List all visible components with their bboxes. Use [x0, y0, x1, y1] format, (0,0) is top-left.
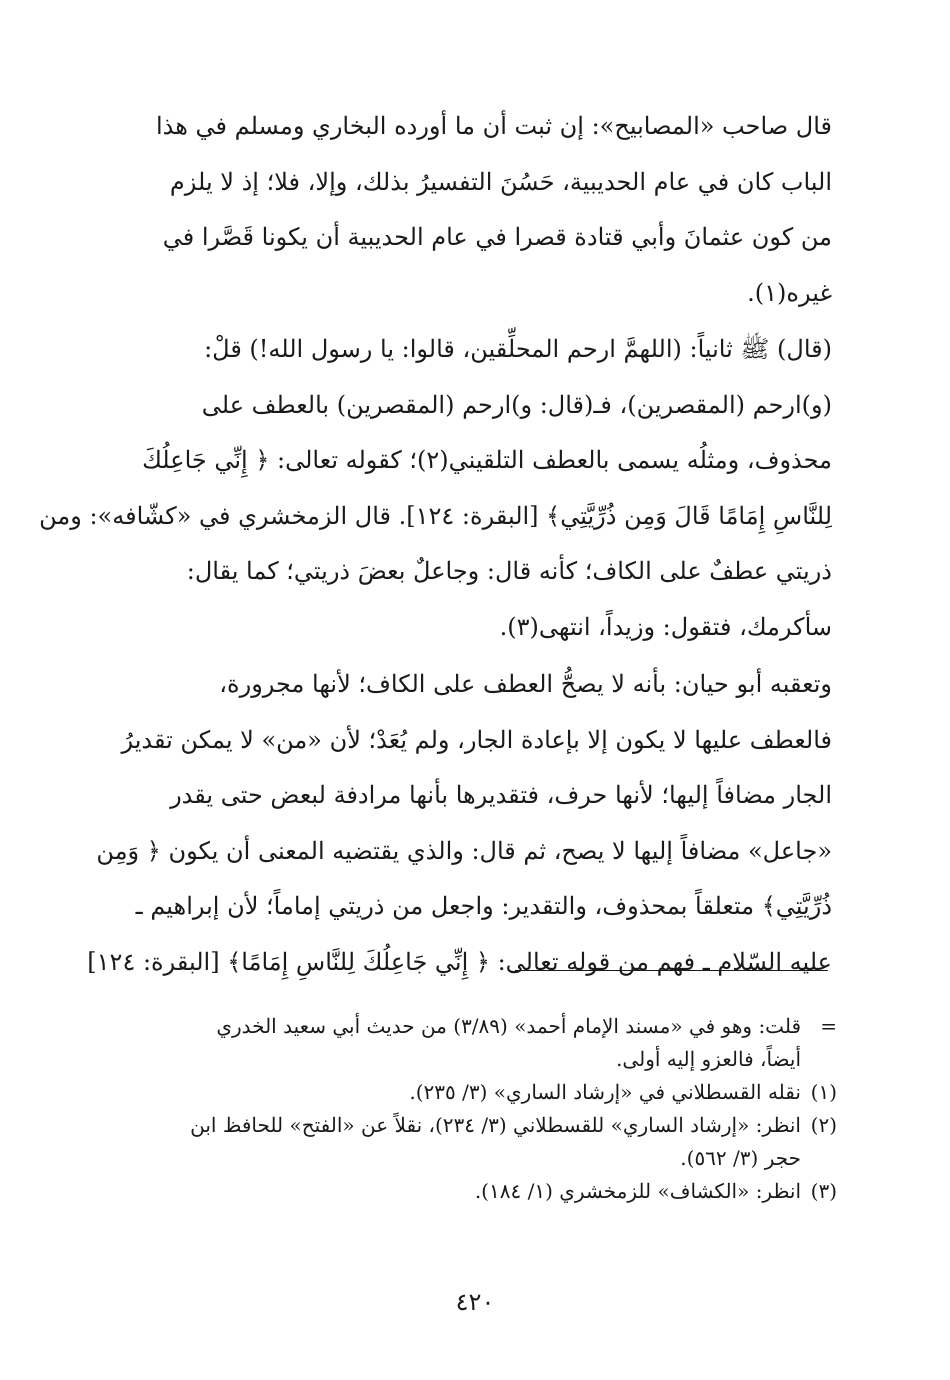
- footnote-line: انظر: «الكشاف» للزمخشري (١/ ١٨٤).: [474, 1179, 801, 1203]
- text-line: عليه السّلام ـ فهم من قوله تعالى: ﴿ إِنِّي جَاعِلُكَ لِلنَّاسِ إِمَامًا﴾ [البقرة: ١٢٤]: [87, 947, 832, 976]
- text-line: (قال) ﷺ ثانياً: (اللهمَّ ارحم المحلِّقين، قالوا: يا رسول الله!) قلْ:: [204, 335, 832, 363]
- page-number: ٤٢٠: [455, 1288, 495, 1316]
- footnote-line: قلت: وهو في «مسند الإمام أحمد» (٣/٨٩) من حديث أبي سعيد الخدري: [216, 1014, 801, 1038]
- text-line: ذُرِّيَّتِي﴾ متعلقاً بمحذوف، والتقدير: واجعل من ذريتي إماماً؛ لأن إبراهيم ـ: [135, 892, 832, 920]
- paragraph-2: [39, 322, 832, 655]
- text-line: من كون عثمانَ وأبي قتادة قصرا في عام الحديبية أن يكونا قَصَّرا في: [162, 223, 832, 251]
- footnote-line: أيضاً، فالعزو إليه أولى.: [616, 1047, 801, 1071]
- text-line: محذوف، ومثلُه يسمى بالعطف التلقيني(٢)؛ كقوله تعالى: ﴿ إِنِّي جَاعِلُكَ: [142, 446, 832, 474]
- footnote-marker: (٢): [810, 1113, 837, 1137]
- footnote-3: [112, 1175, 837, 1208]
- paragraph-1: [112, 99, 832, 321]
- footnote-2: [112, 1109, 837, 1175]
- text-line: الباب كان في عام الحديبية، حَسُنَ التفسيرُ بذلك، وإلا، فلا؛ إذ لا يلزم: [169, 167, 832, 196]
- footnote-marker: =: [820, 1014, 837, 1038]
- footnote-line: انظر: «إرشاد الساري» للقسطلاني (٣/ ٢٣٤)، نقلاً عن «الفتح» للحافظ ابن: [190, 1113, 801, 1137]
- footnote-marker: (١): [810, 1080, 837, 1104]
- text-line: غيره(١).: [747, 278, 832, 307]
- text-line: (و)ارحم (المقصرين)، فـ(قال: و)ارحم (المقصرين) بالعطف على: [201, 390, 832, 419]
- paragraph-3: [87, 657, 832, 990]
- footnotes: [112, 1010, 837, 1208]
- text-line: الجار مضافاً إليها؛ لأنها حرف، فتقديرها بأنها مرادفة لبعض حتى يقدر: [170, 781, 832, 809]
- text-line: ذريتي عطفٌ على الكاف؛ كأنه قال: وجاعلٌ بعضَ ذريتي؛ كما يقال:: [186, 557, 832, 585]
- text-line: لِلنَّاسِ إِمَامًا قَالَ وَمِن ذُرِّيَّتِي﴾ [البقرة: ١٢٤]. قال الزمخشري في «كشّافه»: ومن: [39, 501, 832, 530]
- text-line: قال صاحب «المصابيح»: إن ثبت أن ما أورده البخاري ومسلم في هذا: [155, 112, 832, 140]
- footnote-line: نقله القسطلاني في «إرشاد الساري» (٣/ ٢٣٥).: [409, 1080, 801, 1104]
- footnote-line: حجر (٣/ ٥٦٢).: [680, 1146, 801, 1170]
- text-line: سأكرمك، فتقول: وزيداً، انتهى(٣).: [499, 612, 832, 641]
- text-line: فالعطف عليها لا يكون إلا بإعادة الجار، ولم يُعَدْ؛ لأن «من» لا يمكن تقديرُ: [121, 725, 832, 754]
- footnote-continuation: [112, 1010, 837, 1076]
- footnote-1: [112, 1076, 837, 1109]
- footnote-divider: [515, 970, 828, 971]
- footnote-marker: (٣): [810, 1179, 837, 1203]
- text-line: وتعقبه أبو حيان: بأنه لا يصحُّ العطف على الكاف؛ لأنها مجرورة،: [219, 670, 832, 698]
- text-line: «جاعل» مضافاً إليها لا يصح، ثم قال: والذي يقتضيه المعنى أن يكون ﴿ وَمِن: [96, 836, 832, 865]
